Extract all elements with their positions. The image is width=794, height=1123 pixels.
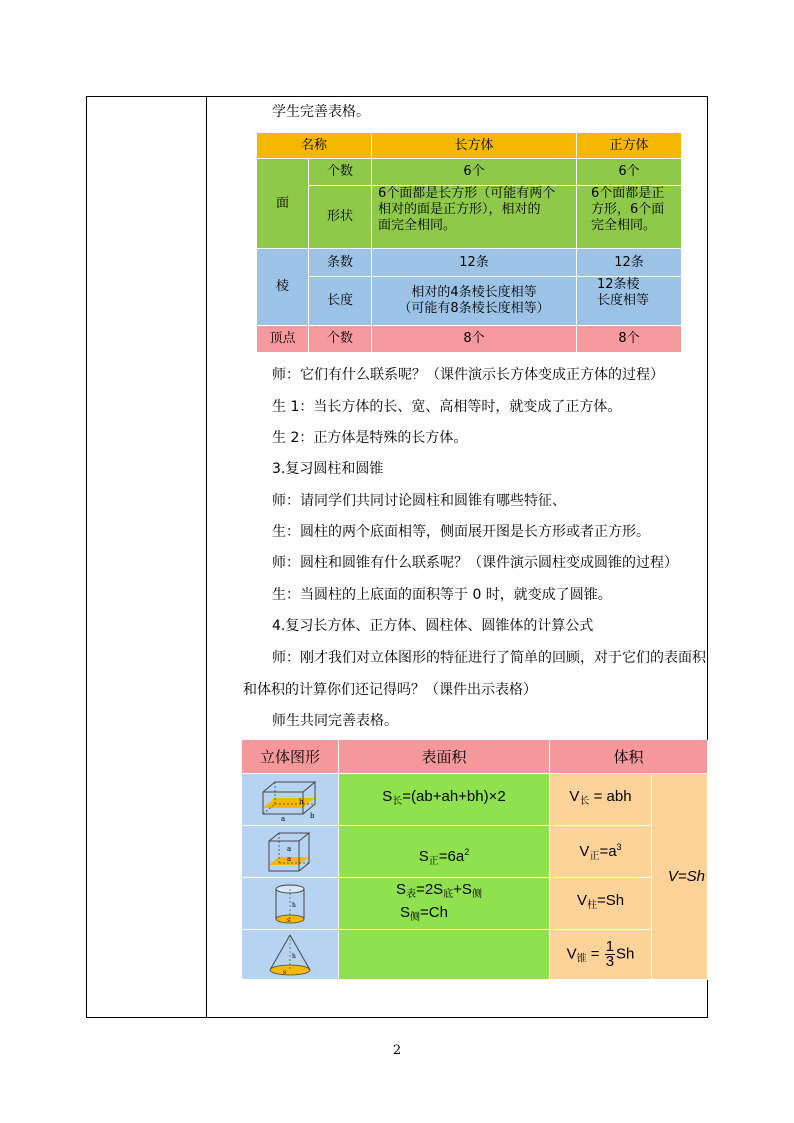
paragraph-3: 生 2：正方体是特殊的长方体。: [272, 430, 468, 446]
row-face-label: 面: [257, 159, 309, 249]
edge-length-cube-line1: 12条棱: [597, 277, 640, 292]
edge-count-cube: 12条: [577, 249, 682, 277]
face-count-cuboid: 6个: [372, 159, 577, 186]
face-shape-cube-line1: 6个面都是正: [591, 186, 665, 201]
header-solid-shape: 立体图形: [242, 740, 339, 774]
paragraph-7: 师：圆柱和圆锥有什么联系呢？（课件演示圆柱变成圆锥的过程）: [272, 555, 678, 571]
svg-text:h: h: [292, 901, 296, 909]
solid-features-table: [257, 133, 682, 353]
header-volume: 体积: [550, 740, 708, 774]
formula-table: [242, 740, 708, 980]
paragraph-5: 师：请同学们共同讨论圆柱和圆锥有哪些特征、: [272, 493, 566, 509]
face-count-label: 个数: [309, 159, 372, 186]
cuboid-surface-formula: $S_长=(ab+ah+bh)\times 2$: [339, 774, 550, 826]
face-shape-label: 形状: [309, 186, 372, 249]
svg-text:a: a: [281, 814, 286, 822]
vertex-count-label: 个数: [309, 326, 372, 353]
svg-text:s: s: [283, 968, 287, 976]
paragraph-11: 和体积的计算你们还记得吗？（课件出示表格）: [243, 682, 537, 698]
face-shape-cuboid: [372, 186, 577, 249]
edge-count-cuboid: 12条: [372, 249, 577, 277]
cylinder-figure: [242, 878, 339, 930]
one-third-fraction: $\frac{1}{3}$: [605, 938, 615, 970]
face-shape-cube: [577, 186, 682, 249]
cone-surface-formula: [339, 930, 550, 980]
cylinder-surface-formula: $S_表=2S_底+S_侧$ $S_侧=Ch$: [339, 878, 550, 930]
column-divider: [206, 96, 207, 1018]
vertex-count-cube: 8个: [577, 326, 682, 353]
face-shape-cuboid-line1: 6个面都是长方形（可能有两个: [378, 186, 556, 201]
paragraph-2: 生 1：当长方体的长、宽、高相等时，就变成了正方体。: [272, 399, 622, 415]
svg-text:h: h: [292, 952, 296, 960]
svg-text:h: h: [299, 797, 304, 806]
cube-icon: [265, 829, 315, 875]
header-name: 名称: [257, 133, 372, 159]
cone-icon: [265, 932, 315, 978]
paragraph-12: 师生共同完善表格。: [272, 713, 398, 729]
face-count-cube: 6个: [577, 159, 682, 186]
cylinder-icon: [270, 881, 310, 927]
edge-length-cube-line2: 长度相等: [597, 293, 650, 308]
cube-figure: [242, 826, 339, 878]
paragraph-8: 生：当圆柱的上底面的面积等于 0 时，就变成了圆锥。: [272, 587, 612, 603]
paragraph-1: 师：它们有什么联系呢？（课件演示长方体变成正方体的过程）: [272, 367, 664, 383]
paragraph-4: 3.复习圆柱和圆锥: [272, 461, 384, 477]
svg-text:b: b: [310, 811, 315, 820]
face-shape-cube-line2: 方形，6个面: [591, 202, 665, 217]
cuboid-figure: [242, 774, 339, 826]
paragraph-9: 4.复习长方体、正方体、圆柱体、圆锥体的计算公式: [272, 618, 594, 634]
paragraph-6: 生：圆柱的两个底面相等，侧面展开图是长方形或者正方形。: [272, 524, 650, 540]
intro-line: 学生完善表格。: [272, 104, 370, 120]
cube-volume-formula: $V_正=a^3$: [550, 826, 652, 878]
svg-text:a: a: [287, 844, 292, 853]
vertex-count-cuboid: 8个: [372, 326, 577, 353]
header-surface-area: 表面积: [339, 740, 550, 774]
header-cuboid: 长方体: [372, 133, 577, 159]
general-volume-formula: V=Sh: [652, 774, 708, 980]
cuboid-icon: [255, 778, 325, 822]
edge-count-label: 条数: [309, 249, 372, 277]
row-edge-label: 棱: [257, 249, 309, 326]
edge-length-cuboid: [372, 277, 577, 326]
cube-surface-formula: $S_正=6a^2$: [339, 826, 550, 878]
cuboid-volume-formula: $V_长$ = abh: [550, 774, 652, 826]
svg-text:a: a: [287, 854, 292, 863]
header-cube: 正方体: [577, 133, 682, 159]
edge-length-cuboid-line2: （可能有8条棱长度相等）: [398, 301, 550, 316]
face-shape-cuboid-line3: 面完全相同。: [378, 218, 457, 233]
cone-figure: [242, 930, 339, 980]
edge-length-cube: [577, 277, 682, 326]
face-shape-cube-line3: 完全相同。: [591, 218, 657, 233]
page-number: 2: [392, 1043, 402, 1058]
edge-length-cuboid-line1: 相对的4条棱长度相等: [411, 285, 537, 300]
svg-text:s: s: [287, 916, 291, 924]
row-vertex-label: 顶点: [257, 326, 309, 353]
face-shape-cuboid-line2: 相对的面是正方形），相对的: [378, 202, 541, 217]
cone-volume-formula: $V_锥$ = $\frac{1}{3}$ Sh: [550, 930, 652, 980]
edge-length-label: 长度: [309, 277, 372, 326]
paragraph-10: 师：刚才我们对立体图形的特征进行了简单的回顾，对于它们的表面积: [272, 650, 706, 666]
cylinder-volume-formula: $V_柱=Sh$: [550, 878, 652, 930]
